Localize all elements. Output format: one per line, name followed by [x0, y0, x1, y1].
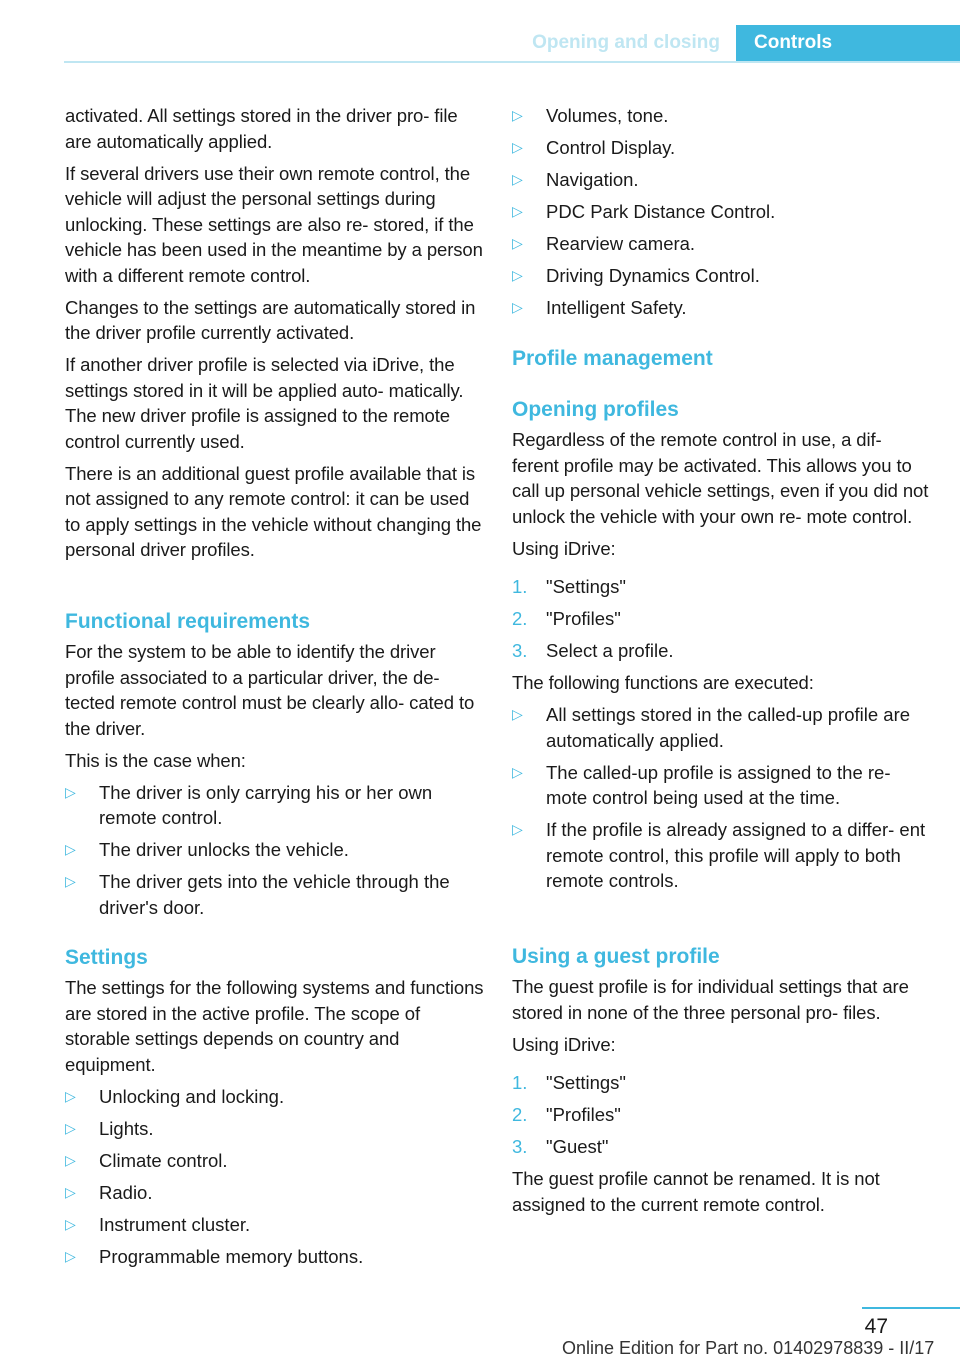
list-item: ▷ PDC Park Distance Control. [512, 199, 932, 225]
triangle-right-icon: ▷ [65, 1087, 76, 1104]
triangle-right-icon: ▷ [65, 1119, 76, 1136]
paragraph: If several drivers use their own remote control, the vehicle will adjust the personal settings during unlocking. These settings are also re‐ stored, if the vehicle has been used in the meantime by a person with a different remote control. [65, 162, 483, 286]
paragraph: Changes to the settings are automatically stored in the driver profile currently activated. [65, 296, 476, 343]
triangle-right-icon: ▷ [65, 1215, 76, 1232]
list-item: ▷ If the profile is already assigned to a differ‐ ent remote control, this profile will apply to both remote controls. [512, 819, 926, 891]
heading-settings: Settings [65, 946, 148, 969]
list-item: ▷ Driving Dynamics Control. [512, 263, 932, 289]
triangle-right-icon: ▷ [512, 107, 523, 123]
header-chapter-tab: Controls [736, 25, 960, 61]
paragraph: Using iDrive: [512, 537, 616, 559]
paragraph: There is an additional guest profile available that is not assigned to any remote control: it can be used to apply settings in the vehicle without changing the personal driver profiles. [65, 462, 482, 560]
triangle-right-icon: ▷ [512, 235, 523, 251]
heading-opening-profiles: Opening profiles [512, 398, 679, 421]
triangle-right-icon: ▷ [512, 171, 523, 187]
paragraph: The following functions are executed: [512, 672, 814, 693]
list-item: ▷ The called-up profile is assigned to the re‐ mote control being used at the time. [512, 761, 891, 808]
list-item: ▷ Lights. [65, 1116, 485, 1142]
triangle-right-icon: ▷ [512, 139, 523, 155]
triangle-right-icon: ▷ [65, 873, 76, 889]
list-item: ▷ Control Display. [512, 135, 932, 161]
list-item: ▷ Volumes, tone. [512, 103, 932, 129]
triangle-right-icon: ▷ [512, 203, 523, 219]
header-rule [64, 61, 960, 63]
triangle-right-icon: ▷ [512, 706, 523, 722]
paragraph: Regardless of the remote control in use, a dif‐ ferent profile may be activated. This allows you to call up personal vehicle settings, even if you did not unlock the vehicle with your own re‐ mote control. [512, 429, 929, 527]
triangle-right-icon: ▷ [65, 1247, 76, 1264]
paragraph: The guest profile is for individual settings that are stored in none of the three personal pro‐ files. [512, 976, 909, 1023]
list-item: 2. "Profiles" [512, 608, 621, 629]
list-item: ▷ The driver is only carrying his or her own remote control. [65, 781, 433, 828]
list-item: 1. "Settings" [512, 1072, 626, 1093]
list-item: ▷ Radio. [65, 1180, 485, 1206]
edition-note: Online Edition for Part no. 01402978839 - II/17 [562, 1338, 935, 1358]
list-item: 3. Select a profile. [512, 640, 674, 661]
triangle-right-icon: ▷ [65, 783, 76, 800]
list-item: 3. "Guest" [512, 1136, 609, 1157]
triangle-right-icon: ▷ [512, 267, 523, 283]
list-item: ▷ Rearview camera. [512, 231, 932, 257]
list-item: ▷ The driver gets into the vehicle through the driver's door. [65, 871, 450, 918]
list-item: ▷ Programmable memory buttons. [65, 1244, 485, 1270]
paragraph: Using iDrive: [512, 1033, 616, 1055]
list-item: ▷ Navigation. [512, 167, 932, 193]
paragraph: If another driver profile is selected via iDrive, the settings stored in it will be applied auto‐ matically. The new driver profile is assigned to the remote control currently used. [65, 354, 464, 452]
list-item: 1. "Settings" [512, 576, 626, 597]
triangle-right-icon: ▷ [65, 841, 76, 857]
page-number: 47 [864, 1315, 888, 1338]
header-section-title: Opening and closing [532, 32, 720, 53]
list-item: ▷ Instrument cluster. [65, 1212, 485, 1238]
triangle-right-icon: ▷ [512, 821, 523, 837]
paragraph: This is the case when: [65, 749, 246, 771]
list-item: ▷ Intelligent Safety. [512, 295, 932, 321]
list-item: ▷ Unlocking and locking. [65, 1084, 485, 1110]
list-item: ▷ All settings stored in the called-up profile are automatically applied. [512, 704, 911, 751]
triangle-right-icon: ▷ [65, 1151, 76, 1168]
heading-guest-profile: Using a guest profile [512, 945, 720, 968]
paragraph: The guest profile cannot be renamed. It is not assigned to the current remote control. [512, 1168, 880, 1215]
paragraph: activated. All settings stored in the driver pro‐ file are automatically applied. [65, 105, 458, 152]
heading-functional-requirements: Functional requirements [65, 610, 311, 633]
paragraph: The settings for the following systems and functions are stored in the active profile. The scope of storable settings depends on country and equipment. [65, 977, 484, 1075]
paragraph: For the system to be able to identify the driver profile associated to a particular driver, the de‐ tected remote control must be clearly allo‐ cated to the driver. [65, 641, 475, 739]
heading-profile-management: Profile management [512, 347, 713, 370]
triangle-right-icon: ▷ [512, 299, 523, 315]
footer-rule [862, 1307, 960, 1309]
list-item: 2. "Profiles" [512, 1104, 621, 1125]
list-item: ▷ Climate control. [65, 1148, 485, 1174]
triangle-right-icon: ▷ [65, 1183, 76, 1200]
list-item: ▷ The driver unlocks the vehicle. [65, 837, 485, 863]
triangle-right-icon: ▷ [512, 763, 523, 780]
